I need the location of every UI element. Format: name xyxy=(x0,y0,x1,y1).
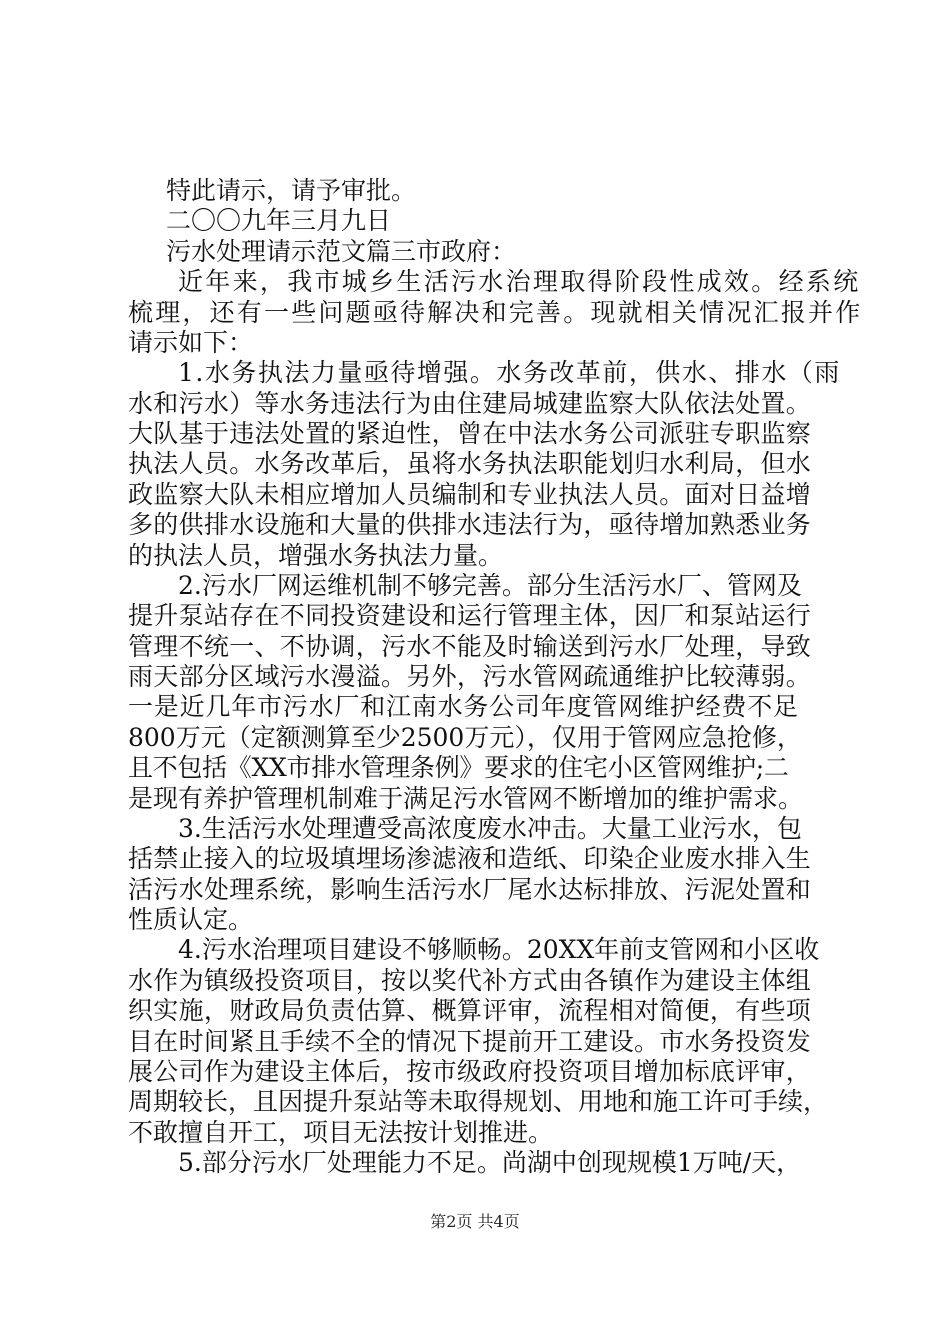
text-line: 水和污水）等水务违法行为由住建局城建监察大队依法处置。 xyxy=(128,389,812,418)
text-line: 4.污水治理项目建设不够顺畅。20XX年前支管网和小区收 xyxy=(178,935,820,964)
text-line: 织实施，财政局负责估算、概算评审，流程相对简便，有些项 xyxy=(128,996,812,1025)
text-line: 梳理，还有一些问题亟待解决和完善。现就相关情况汇报并作 xyxy=(128,298,863,327)
text-line: 大队基于违法处置的紧迫性，曾在中法水务公司派驻专职监察 xyxy=(128,419,812,448)
text-line: 2.污水厂网运维机制不够完善。部分生活污水厂、管网及 xyxy=(178,571,802,600)
text-line: 目在时间紧且手续不全的情况下提前开工建设。市水务投资发 xyxy=(128,1027,812,1056)
text-line: 水作为镇级投资项目，按以奖代补方式由各镇作为建设主体组 xyxy=(128,966,812,995)
text-line: 展公司作为建设主体后，按市级政府投资项目增加标底评审， xyxy=(128,1057,812,1086)
text-line: 活污水处理系统，影响生活污水厂尾水达标排放、污泥处置和 xyxy=(128,875,812,904)
text-line: 且不包括《XX市排水管理条例》要求的住宅小区管网维护;二 xyxy=(128,753,789,782)
text-line: 污水处理请示范文篇三市政府： xyxy=(166,237,517,266)
text-line: 多的供排水设施和大量的供排水违法行为，亟待增加熟悉业务 xyxy=(128,510,812,539)
text-line: 3.生活污水处理遭受高浓度废水冲击。大量工业污水，包 xyxy=(178,814,802,843)
text-line: 1.水务执法力量亟待增强。水务改革前，供水、排水（雨 xyxy=(178,358,841,387)
text-line: 5.部分污水厂处理能力不足。尚湖中创现规模1万吨/天， xyxy=(178,1148,802,1177)
text-line: 近年来，我市城乡生活污水治理取得阶段性成效。经系统 xyxy=(178,267,861,296)
text-line: 执法人员。水务改革后，虽将水务执法职能划归水利局，但水 xyxy=(128,449,812,478)
text-line: 政监察大队未相应增加人员编制和专业执法人员。面对日益增 xyxy=(128,480,812,509)
text-line: 一是近几年市污水厂和江南水务公司年度管网维护经费不足 xyxy=(128,692,799,721)
text-line: 管理不统一、不协调，污水不能及时输送到污水厂处理，导致 xyxy=(128,632,812,661)
text-line: 请示如下： xyxy=(128,328,254,357)
text-line: 雨天部分区域污水漫溢。另外，污水管网疏通维护比较薄弱。 xyxy=(128,662,812,691)
text-line: 括禁止接入的垃圾填埋场渗滤液和造纸、印染企业废水排入生 xyxy=(128,844,812,873)
text-line: 特此请示，请予审批。 xyxy=(166,176,417,205)
page-footer: 第2页 共4页 xyxy=(430,1212,520,1231)
text-line: 提升泵站存在不同投资建设和运行管理主体，因厂和泵站运行 xyxy=(128,601,812,630)
text-line: 二〇〇九年三月九日 xyxy=(166,206,392,235)
text-line: 性质认定。 xyxy=(128,905,254,934)
text-line: 不敢擅自开工，项目无法按计划推进。 xyxy=(128,1118,554,1147)
text-line: 的执法人员，增强水务执法力量。 xyxy=(128,541,504,570)
text-line: 是现有养护管理机制难于满足污水管网不断增加的维护需求。 xyxy=(128,784,804,813)
text-line: 800万元（定额测算至少2500万元），仅用于管网应急抢修， xyxy=(128,723,802,752)
text-line: 周期较长，且因提升泵站等未取得规划、用地和施工许可手续， xyxy=(128,1087,829,1116)
